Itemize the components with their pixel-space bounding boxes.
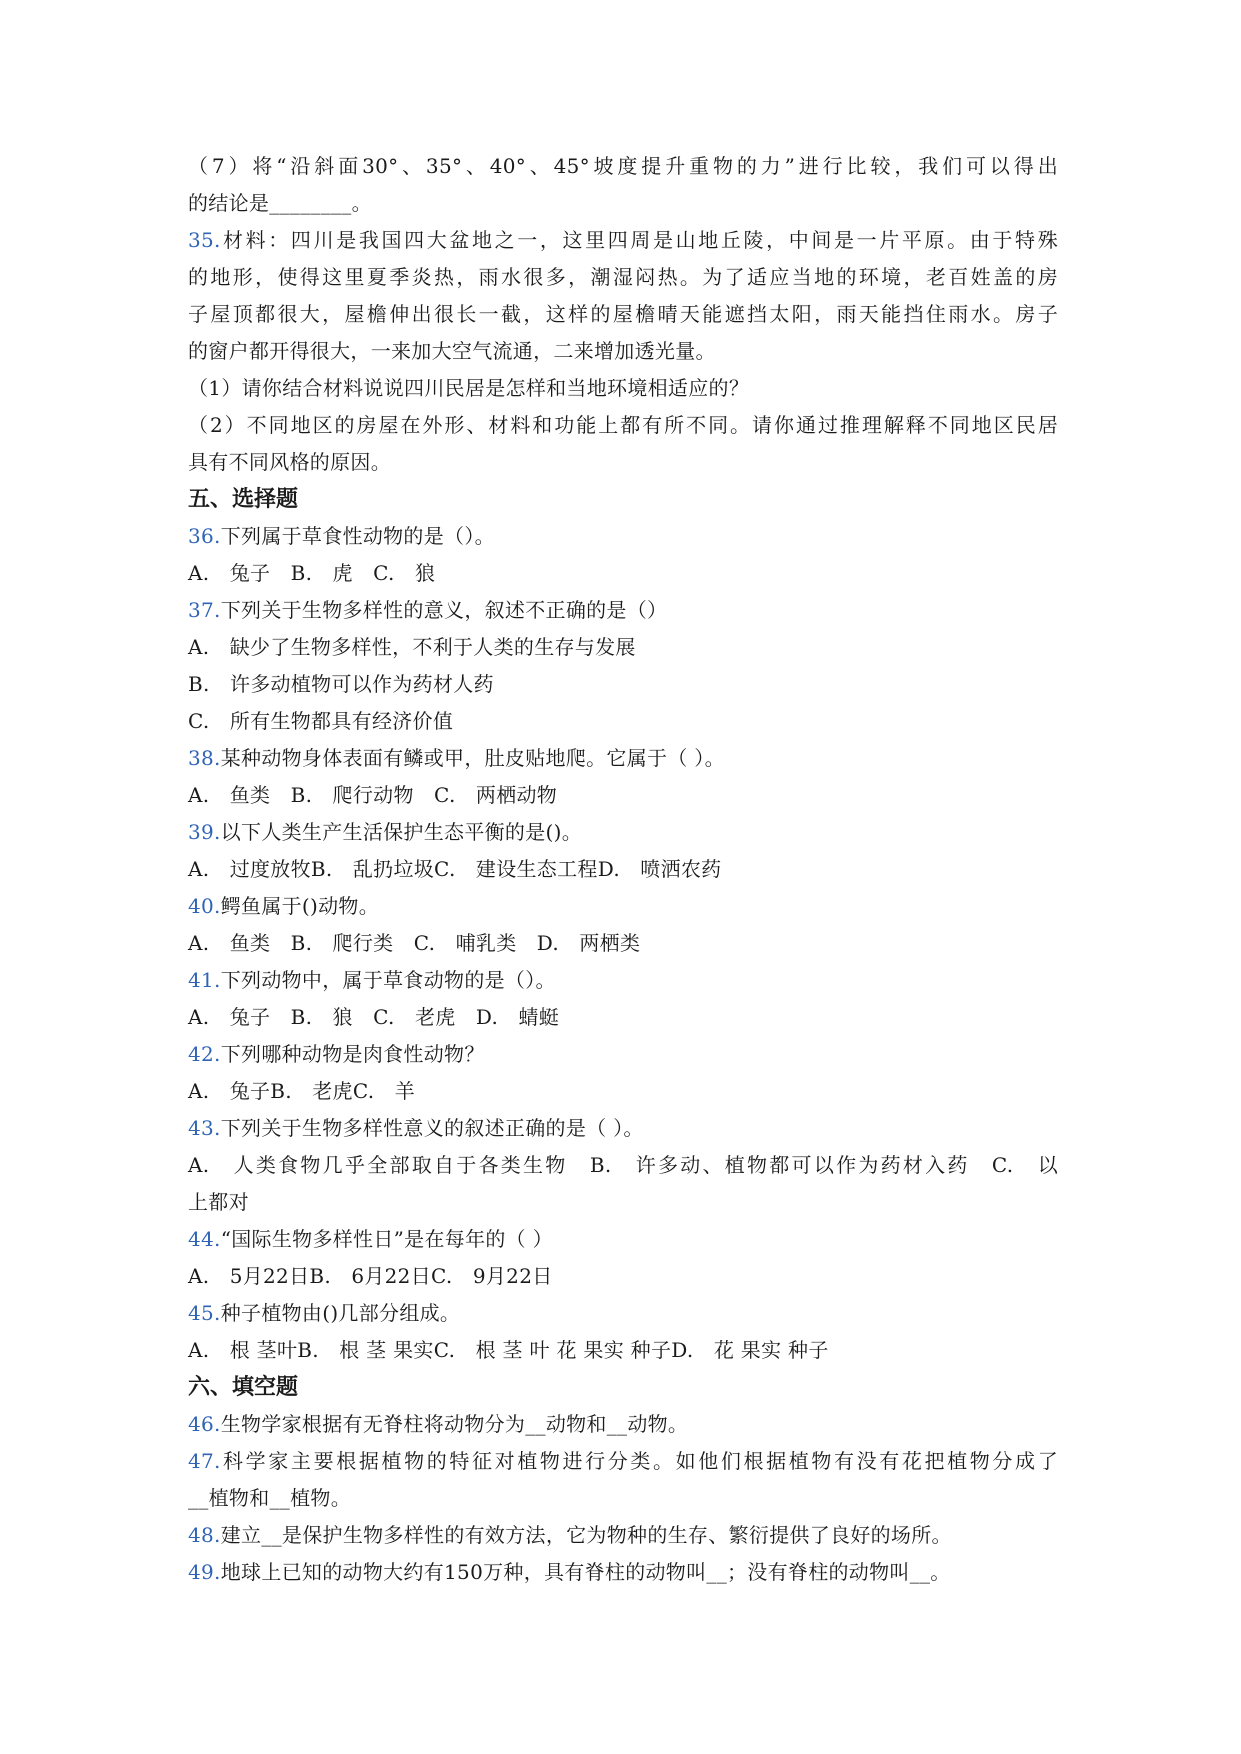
line-text: A. 兔子 B. 虎 C. 狼 [188, 561, 436, 585]
text-line-q47-b [188, 1480, 1058, 1517]
line-text: 上都对 [188, 1190, 249, 1214]
line-text: 某种动物身体表面有鳞或甲，肚皮贴地爬。它属于（ ）。 [220, 746, 725, 770]
line-text: A. 兔子B. 老虎C. 羊 [188, 1079, 416, 1103]
line-text: 种子植物由()几部分组成。 [220, 1301, 461, 1325]
text-line-q37-a [188, 629, 1058, 666]
text-line-q39-opt [188, 851, 1058, 888]
line-text: 子屋顶都很大，屋檐伸出很长一截，这样的屋檐晴天能遮挡太阳，雨天能挡住雨水。房子 [188, 302, 1058, 326]
question-number: 44. [188, 1227, 221, 1251]
question-number: 49. [188, 1560, 221, 1584]
text-line-q41-opt [188, 999, 1058, 1036]
question-number: 48. [188, 1523, 221, 1547]
line-text: 生物学家根据有无脊柱将动物分为__动物和__动物。 [220, 1412, 689, 1436]
text-line-q39 [188, 814, 1058, 851]
line-text: 材料：四川是我国四大盆地之一，这里四周是山地丘陵，中间是一片平原。由于特殊 [220, 228, 1058, 252]
text-line-q48 [188, 1517, 1058, 1554]
line-text: 的结论是________。 [188, 191, 372, 215]
text-line-q35-c [188, 296, 1058, 333]
text-line-q37 [188, 592, 1058, 629]
text-line-q47-a [188, 1443, 1058, 1480]
text-line-q35-2b [188, 444, 1058, 481]
text-line-q35-1 [188, 370, 1058, 407]
text-line-q45-opt [188, 1332, 1058, 1369]
question-number: 45. [188, 1301, 221, 1325]
question-number: 47. [188, 1449, 221, 1473]
line-text: A. 5月22日B. 6月22日C. 9月22日 [188, 1264, 553, 1288]
line-text: 下列动物中，属于草食动物的是（）。 [220, 968, 556, 992]
question-number: 43. [188, 1116, 221, 1140]
text-line-q41 [188, 962, 1058, 999]
line-text: 科学家主要根据植物的特征对植物进行分类。如他们根据植物有没有花把植物分成了 [220, 1449, 1058, 1473]
section-heading-fill-blank: 六、填空题 [188, 1375, 299, 1400]
document-page [188, 148, 1058, 1591]
line-text: A. 鱼类 B. 爬行动物 C. 两栖动物 [188, 783, 558, 807]
line-text: 建立__是保护生物多样性的有效方法，它为物种的生存、繁衍提供了良好的场所。 [220, 1523, 952, 1547]
question-block-34-35 [188, 148, 1058, 481]
line-text: A. 人类食物几乎全部取自于各类生物 B. 许多动、植物都可以作为药材入药 C. 以 [188, 1153, 1058, 1177]
question-number: 38. [188, 746, 221, 770]
text-line-q35-2a [188, 407, 1058, 444]
line-text: 下列属于草食性动物的是（）。 [220, 524, 495, 548]
text-line-q36-opt [188, 555, 1058, 592]
text-line-q37-c [188, 703, 1058, 740]
question-number: 35. [188, 228, 221, 252]
text-line-q37-b [188, 666, 1058, 703]
line-text: 具有不同风格的原因。 [188, 450, 391, 474]
line-text: 下列关于生物多样性意义的叙述正确的是（ ）。 [220, 1116, 644, 1140]
line-text: （7）将“沿斜面30°、35°、40°、45°坡度提升重物的力”进行比较，我们可以得出 [188, 154, 1058, 178]
text-line-q35-d [188, 333, 1058, 370]
line-text: 下列关于生物多样性的意义，叙述不正确的是（） [220, 598, 668, 622]
fill-blank-questions [188, 1406, 1058, 1591]
text-line-q42 [188, 1036, 1058, 1073]
text-line-q44 [188, 1221, 1058, 1258]
text-line-q46 [188, 1406, 1058, 1443]
line-text: A. 鱼类 B. 爬行类 C. 哺乳类 D. 两栖类 [188, 931, 641, 955]
line-text: 地球上已知的动物大约有150万种，具有脊柱的动物叫__；没有脊柱的动物叫__。 [220, 1560, 951, 1584]
line-text: （2）不同地区的房屋在外形、材料和功能上都有所不同。请你通过推理解释不同地区民居 [188, 413, 1058, 437]
line-text: 的窗户都开得很大，一来加大空气流通，二来增加透光量。 [188, 339, 716, 363]
text-line-q40-opt [188, 925, 1058, 962]
text-line-q49 [188, 1554, 1058, 1591]
question-number: 39. [188, 820, 221, 844]
line-text: B. 许多动植物可以作为药材人药 [188, 672, 494, 696]
choice-questions [188, 518, 1058, 1369]
question-number: 41. [188, 968, 221, 992]
line-text: A. 过度放牧B. 乱扔垃圾C. 建设生态工程D. 喷洒农药 [188, 857, 722, 881]
text-line-q40 [188, 888, 1058, 925]
text-line-q35-b [188, 259, 1058, 296]
line-text: C. 所有生物都具有经济价值 [188, 709, 454, 733]
line-text: __植物和__植物。 [188, 1486, 351, 1510]
section-heading-choice: 五、选择题 [188, 487, 299, 512]
text-line-q43-opt-b [188, 1184, 1058, 1221]
line-text: A. 兔子 B. 狼 C. 老虎 D. 蜻蜓 [188, 1005, 560, 1029]
line-text: 的地形，使得这里夏季炎热，雨水很多，潮湿闷热。为了适应当地的环境，老百姓盖的房 [188, 265, 1058, 289]
question-number: 37. [188, 598, 221, 622]
text-line-q36 [188, 518, 1058, 555]
line-text: 鳄鱼属于()动物。 [220, 894, 380, 918]
text-line-q35-a [188, 222, 1058, 259]
line-text: “国际生物多样性日”是在每年的（ ） [220, 1227, 553, 1251]
question-number: 36. [188, 524, 221, 548]
line-text: A. 缺少了生物多样性，不利于人类的生存与发展 [188, 635, 636, 659]
question-number: 40. [188, 894, 221, 918]
line-text: （1）请你结合材料说说四川民居是怎样和当地环境相适应的？ [188, 376, 750, 400]
question-number: 46. [188, 1412, 221, 1436]
line-text: 下列哪种动物是肉食性动物？ [220, 1042, 485, 1066]
text-line-q42-opt [188, 1073, 1058, 1110]
text-line-q43-opt-a [188, 1147, 1058, 1184]
question-number: 42. [188, 1042, 221, 1066]
text-line-q38-opt [188, 777, 1058, 814]
line-text: A. 根 茎叶B. 根 茎 果实C. 根 茎 叶 花 果实 种子D. 花 果实 种子 [188, 1338, 829, 1362]
text-line-q43 [188, 1110, 1058, 1147]
text-line-q45 [188, 1295, 1058, 1332]
line-text: 以下人类生产生活保护生态平衡的是()。 [220, 820, 583, 844]
text-line-q34-7a [188, 148, 1058, 185]
text-line-q34-7b [188, 185, 1058, 222]
text-line-q38 [188, 740, 1058, 777]
text-line-q44-opt [188, 1258, 1058, 1295]
